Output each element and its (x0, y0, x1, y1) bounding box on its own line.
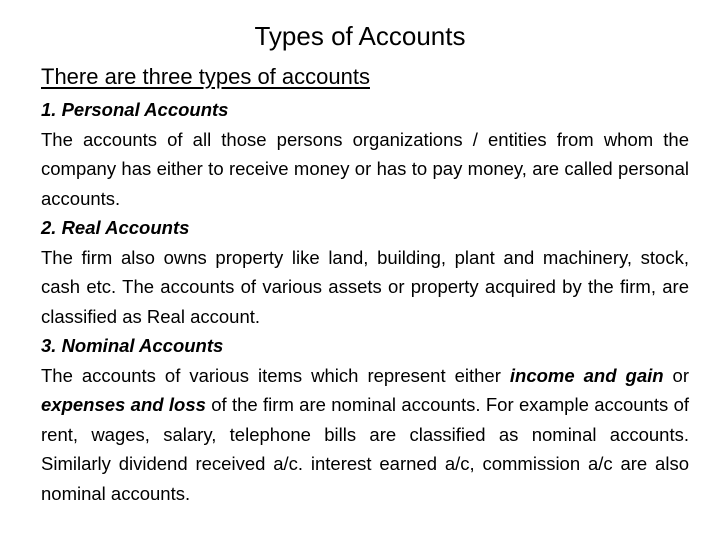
section-heading-personal: 1. Personal Accounts (41, 99, 229, 120)
section-text-personal: The accounts of all those persons organizations / entities from whom the company has either to receive money or has to pay money, are called personal accounts. (41, 128, 689, 209)
section-text-nominal (41, 361, 689, 509)
nominal-text-part1: The accounts of various items which represent either (41, 364, 510, 386)
slide-body (41, 95, 689, 508)
nominal-text-part3: of the firm are nominal accounts. For example accounts of rent, wages, salary, telephone bills are classified as nominal accounts. Similarly dividend received a/c. interest earned a/c, commission a/c are also nominal accounts. (41, 394, 689, 504)
slide-title: Types of Accounts (254, 21, 466, 51)
nominal-emphasis-income: income and gain (509, 364, 664, 386)
section-heading-nominal: 3. Nominal Accounts (41, 335, 224, 356)
slide-subtitle: There are three types of accounts (41, 64, 370, 89)
nominal-emphasis-expenses: expenses and loss (41, 394, 206, 415)
section-heading-real: 2. Real Accounts (41, 217, 190, 238)
nominal-text-part2: or (663, 364, 690, 386)
section-text-real: The firm also owns property like land, building, plant and machinery, stock, cash etc. The accounts of various assets or property acquired by the firm, are classified as Real account. (41, 246, 689, 327)
